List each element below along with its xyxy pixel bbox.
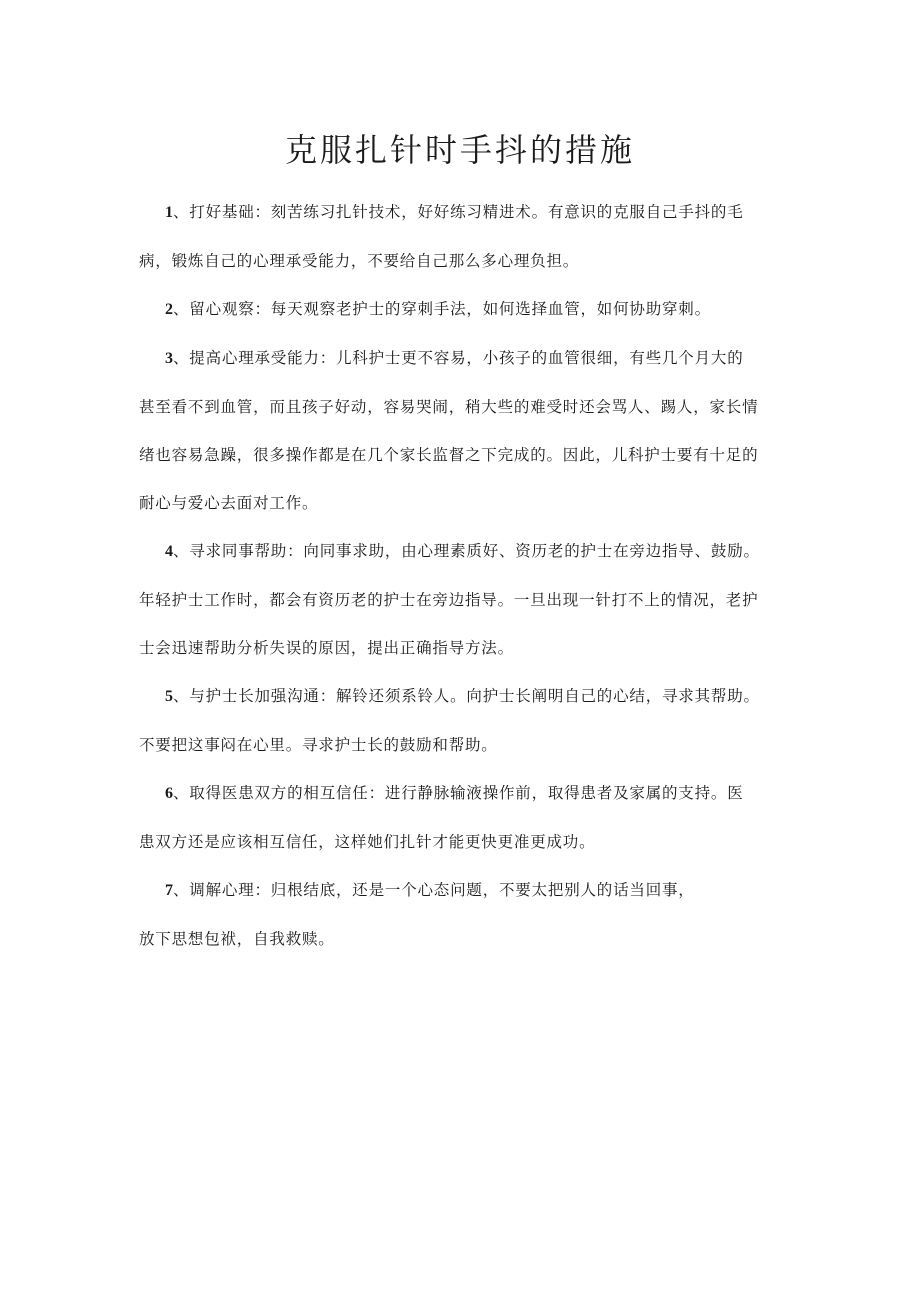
paragraph-line: 放下思想包袱，自我救赎。 (139, 930, 335, 948)
paragraph-line: 患双方还是应该相互信任，这样她们扎针才能更快更准更成功。 (139, 833, 596, 851)
paragraph-line: 、打好基础：刻苦练习扎针技术，好好练习精进术。有意识的克服自己手抖的毛 (173, 203, 744, 221)
paragraph-line: 甚至看不到血管，而且孩子好动，容易哭闹，稍大些的难受时还会骂人、踢人，家长情 (139, 398, 759, 416)
paragraph-line: 、调解心理：归根结底，还是一个心态问题，不要太把别人的话当回事， (173, 881, 695, 899)
list-item (139, 188, 789, 285)
paragraph-line: 、取得医患双方的相互信任：进行静脉输液操作前，取得患者及家属的支持。医 (173, 784, 744, 802)
paragraph-line: 耐心与爱心去面对工作。 (139, 494, 319, 512)
item-number: 6 (165, 785, 173, 802)
item-number: 7 (165, 882, 173, 899)
item-number: 5 (165, 688, 173, 705)
list-item (139, 527, 789, 672)
item-number: 3 (165, 350, 173, 367)
item-number: 4 (165, 543, 173, 560)
paragraph-line: 、与护士长加强沟通：解铃还须系铃人。向护士长阐明自己的心结，寻求其帮助。 (173, 687, 760, 705)
item-number: 1 (165, 204, 173, 221)
paragraph-line: 不要把这事闷在心里。寻求护士长的鼓励和帮助。 (139, 736, 498, 754)
paragraph-line: 、留心观察：每天观察老护士的穿刺手法，如何选择血管，如何协助穿刺。 (173, 300, 711, 318)
paragraph-line: 、提高心理承受能力：儿科护士更不容易，小孩子的血管很细，有些几个月大的 (173, 349, 744, 367)
item-number: 2 (165, 301, 173, 318)
list-item (139, 285, 789, 334)
list-item (139, 334, 789, 527)
list-item (139, 672, 789, 769)
paragraph-line: 病，锻炼自己的心理承受能力，不要给自己那么多心理负担。 (139, 252, 580, 270)
paragraph-line: 、寻求同事帮助：向同事求助，由心理素质好、资历老的护士在旁边指导、鼓励。 (173, 542, 760, 560)
paragraph-line: 年轻护士工作时，都会有资历老的护士在旁边指导。一旦出现一针打不上的情况，老护 (139, 591, 759, 609)
paragraph-line: 绪也容易急躁，很多操作都是在几个家长监督之下完成的。因此，儿科护士要有十足的 (139, 446, 759, 464)
list-item (139, 866, 789, 963)
paragraph-line: 士会迅速帮助分析失误的原因，提出正确指导方法。 (139, 639, 514, 657)
document-body (139, 188, 789, 963)
list-item (139, 769, 789, 866)
document-title: 克服扎针时手抖的措施 (284, 131, 635, 169)
